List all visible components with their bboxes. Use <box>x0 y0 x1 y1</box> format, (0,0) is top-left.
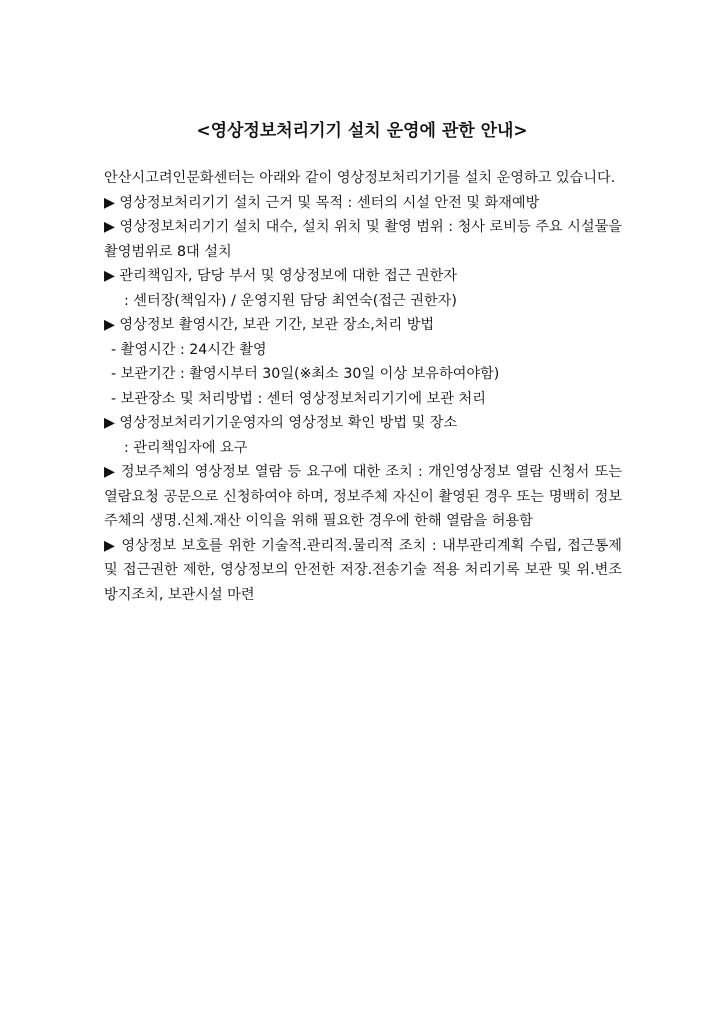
document-body <box>104 166 622 607</box>
install-count-item: ▶ 영상정보처리기기 설치 대수, 설치 위치 및 촬영 범위 : 청사 로비등 주요 시설물을 촬영범위로 8대 설치 <box>104 219 622 260</box>
time-item-retention: - 보관기간 : 촬영시부터 30일(※최소 30일 이상 보유하여야함) <box>111 366 500 382</box>
time-item-shooting: - 촬영시간 : 24시간 촬영 <box>111 341 267 358</box>
intro-paragraph: 안산시고려인문화센터는 아래와 같이 영상정보처리기기를 설치 운영하고 있습니다. <box>104 170 616 186</box>
purpose-item: ▶ 영상정보처리기기 설치 근거 및 목적 : 센터의 시설 안전 및 화재예방 <box>104 194 540 211</box>
manager-heading: ▶ 관리책임자, 담당 부서 및 영상정보에 대한 접근 권한자 <box>104 268 458 284</box>
manager-detail: : 센터장(책임자) / 운영지원 담당 최연숙(접근 권한자) <box>124 292 457 309</box>
time-heading: ▶ 영상정보 촬영시간, 보관 기간, 보관 장소,처리 방법 <box>104 317 435 333</box>
access-request-item: ▶ 정보주체의 영상정보 열람 등 요구에 대한 조치 : 개인영상정보 열람 신청서 또는 열람요청 공문으로 신청하여야 하며, 정보주체 자신이 촬영된 경우 또는 명백히 정보주체의 생명.신체.재산 이익을 위해 필요한 경우에 한해 열람을 허용함 <box>104 464 622 529</box>
check-heading: ▶ 영상정보처리기기운영자의 영상정보 확인 방법 및 장소 <box>104 415 458 431</box>
page-title: <영상정보처리기기 설치 운영에 관한 안내> <box>196 121 528 141</box>
time-item-storage: - 보관장소 및 처리방법 : 센터 영상정보처리기기에 보관 처리 <box>111 390 486 407</box>
protection-item: ▶ 영상정보 보호를 위한 기술적.관리적.물리적 조치 : 내부관리계획 수립, 접근통제 및 접근권한 제한, 영상정보의 안전한 저장.전송기술 적용 처리기록 보관 및 위.변조 방지조치, 보관시설 마련 <box>104 537 622 603</box>
check-detail: : 관리책임자에 요구 <box>124 439 248 456</box>
